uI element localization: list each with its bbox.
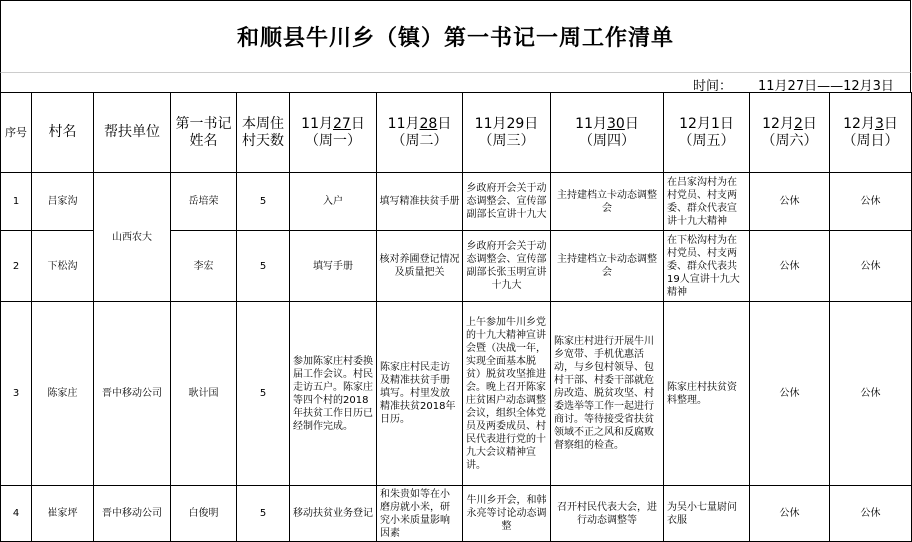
- title-cell[interactable]: [0, 0, 911, 72]
- header-day-3-weekday: （周三）: [478, 132, 535, 149]
- unit-cell[interactable]: 山西农大: [94, 173, 171, 302]
- date-value: 11月27日——12月3日: [758, 79, 894, 94]
- date-label: 时间：: [693, 79, 733, 94]
- row-index[interactable]: 3: [1, 302, 32, 486]
- unit-cell[interactable]: 晋中移动公司: [94, 486, 171, 542]
- header-index[interactable]: 序号: [1, 93, 32, 173]
- days-cell[interactable]: 5: [237, 486, 290, 542]
- header-day-2-month: 11月: [387, 115, 420, 132]
- header-day-5-weekday: （周五）: [678, 132, 735, 149]
- header-day-7-suffix: 日: [883, 115, 898, 132]
- village-cell[interactable]: 陈家庄: [32, 302, 94, 486]
- header-day-6-suffix: 日: [802, 115, 817, 132]
- header-day-5[interactable]: [664, 93, 750, 173]
- header-day-5-date: 12月1日: [679, 115, 734, 132]
- header-day-1[interactable]: [290, 93, 377, 173]
- worklist-table: [0, 92, 912, 542]
- header-day-2-weekday: （周二）: [391, 132, 448, 149]
- table-row: [1, 486, 912, 542]
- day-6-cell[interactable]: 公休: [750, 486, 830, 542]
- day-7-cell[interactable]: 公休: [830, 231, 912, 302]
- secretary-cell[interactable]: 李宏: [171, 231, 237, 302]
- header-day-1-weekday: （周一）: [305, 132, 361, 149]
- row-index[interactable]: 2: [1, 231, 32, 302]
- day-1-cell[interactable]: 参加陈家庄村委换届工作会议。村民走访五户。陈家庄等四个村的2018年扶贫工作日历已经制作完成。: [290, 302, 377, 486]
- date-row: [0, 72, 911, 92]
- day-1-cell[interactable]: 入户: [290, 173, 377, 231]
- header-row: [1, 93, 912, 173]
- day-7-cell[interactable]: 公休: [830, 486, 912, 542]
- header-day-7-month: 12月: [843, 115, 875, 132]
- header-day-4-date: 30: [607, 115, 625, 132]
- header-day-4-weekday: （周四）: [579, 132, 635, 149]
- header-day-3-date: 11月29日: [474, 115, 539, 132]
- header-day-1-suffix: 日: [350, 115, 365, 132]
- header-day-7-weekday: （周日）: [842, 132, 899, 149]
- day-5-cell[interactable]: 在下松沟村为在村党员、村支两委、群众代表共19人宣讲十九大精神: [664, 231, 750, 302]
- header-day-1-date: 27: [333, 115, 351, 132]
- day-5-cell[interactable]: 在吕家沟村为在村党员、村支两委、群众代表宣讲十九大精神: [664, 173, 750, 231]
- header-unit[interactable]: 帮扶单位: [94, 93, 171, 173]
- day-6-cell[interactable]: 公休: [750, 173, 830, 231]
- secretary-cell[interactable]: 岳培荣: [171, 173, 237, 231]
- unit-cell[interactable]: 晋中移动公司: [94, 302, 171, 486]
- day-4-cell[interactable]: 主持建档立卡动态调整会: [551, 173, 664, 231]
- header-secretary[interactable]: 第一书记姓名: [171, 93, 237, 173]
- header-day-7-date: 3: [874, 115, 884, 132]
- header-days[interactable]: 本周住村天数: [237, 93, 290, 173]
- day-3-cell[interactable]: 牛川乡开会，和韩永亮等讨论动态调整: [463, 486, 551, 542]
- header-day-2-suffix: 日: [437, 115, 452, 132]
- header-village[interactable]: 村名: [32, 93, 94, 173]
- day-3-cell[interactable]: 乡政府开会关于动态调整会、宣传部副部长张玉明宣讲十九大: [463, 231, 551, 302]
- days-cell[interactable]: 5: [237, 173, 290, 231]
- day-2-cell[interactable]: 填写精准扶贫手册: [377, 173, 463, 231]
- header-day-4-month: 11月: [575, 115, 607, 132]
- day-1-cell[interactable]: 移动扶贫业务登记: [290, 486, 377, 542]
- header-day-4-suffix: 日: [624, 115, 639, 132]
- secretary-cell[interactable]: 耿计国: [171, 302, 237, 486]
- header-day-4[interactable]: [551, 93, 664, 173]
- header-day-1-month: 11月: [301, 115, 333, 132]
- village-cell[interactable]: 下松沟: [32, 231, 94, 302]
- day-3-cell[interactable]: 上午参加牛川乡党的十九大精神宣讲会暨（决战一年，实现全面基本脱贫）脱贫攻坚推进会。晚上召开陈家庄贫困户动态调整会议，组织全体党员及两委成员、村民代表进行党的十九大会议精神宣讲。: [463, 302, 551, 486]
- table-row: [1, 173, 912, 231]
- header-day-2-date: 28: [419, 115, 438, 132]
- day-5-cell[interactable]: 为吴小七量尉问衣服: [664, 486, 750, 542]
- village-cell[interactable]: 崔家坪: [32, 486, 94, 542]
- day-4-cell[interactable]: 陈家庄村进行开展牛川乡宽带、手机优惠活动，与乡包村领导、包村干部、村委干部就危房改造、脱贫攻坚、村委选举等工作一起进行商讨。等待接受省扶贫领域不正之风和反腐败督察组的检查。: [551, 302, 664, 486]
- day-4-cell[interactable]: 主持建档立卡动态调整会: [551, 231, 664, 302]
- day-5-cell[interactable]: 陈家庄村扶贫资料整理。: [664, 302, 750, 486]
- header-day-6-date: 2: [793, 115, 803, 132]
- day-6-cell[interactable]: 公休: [750, 231, 830, 302]
- header-day-6-weekday: （周六）: [761, 132, 818, 149]
- day-2-cell[interactable]: 核对养圃登记情况及质量把关: [377, 231, 463, 302]
- row-index[interactable]: 4: [1, 486, 32, 542]
- header-day-6-month: 12月: [762, 115, 794, 132]
- header-day-2[interactable]: [377, 93, 463, 173]
- header-day-6[interactable]: [750, 93, 830, 173]
- day-2-cell[interactable]: 陈家庄村民走访及精准扶贫手册填写。村里发放精准扶贫2018年日历。: [377, 302, 463, 486]
- header-day-3[interactable]: [463, 93, 551, 173]
- day-1-cell[interactable]: 填写手册: [290, 231, 377, 302]
- day-6-cell[interactable]: 公休: [750, 302, 830, 486]
- day-7-cell[interactable]: 公休: [830, 302, 912, 486]
- village-cell[interactable]: 吕家沟: [32, 173, 94, 231]
- days-cell[interactable]: 5: [237, 302, 290, 486]
- days-cell[interactable]: 5: [237, 231, 290, 302]
- secretary-cell[interactable]: 白俊明: [171, 486, 237, 542]
- page-title: 和顺县牛川乡（镇）第一书记一周工作清单: [236, 26, 674, 51]
- header-day-7[interactable]: [830, 93, 912, 173]
- day-7-cell[interactable]: 公休: [830, 173, 912, 231]
- table-row: [1, 302, 912, 486]
- row-index[interactable]: 1: [1, 173, 32, 231]
- day-2-cell[interactable]: 和朱贵如等在小磨房就小米，研究小米质量影响因素: [377, 486, 463, 542]
- day-4-cell[interactable]: 召开村民代表大会，进行动态调整等: [551, 486, 664, 542]
- day-3-cell[interactable]: 乡政府开会关于动态调整会、宣传部副部长宣讲十九大: [463, 173, 551, 231]
